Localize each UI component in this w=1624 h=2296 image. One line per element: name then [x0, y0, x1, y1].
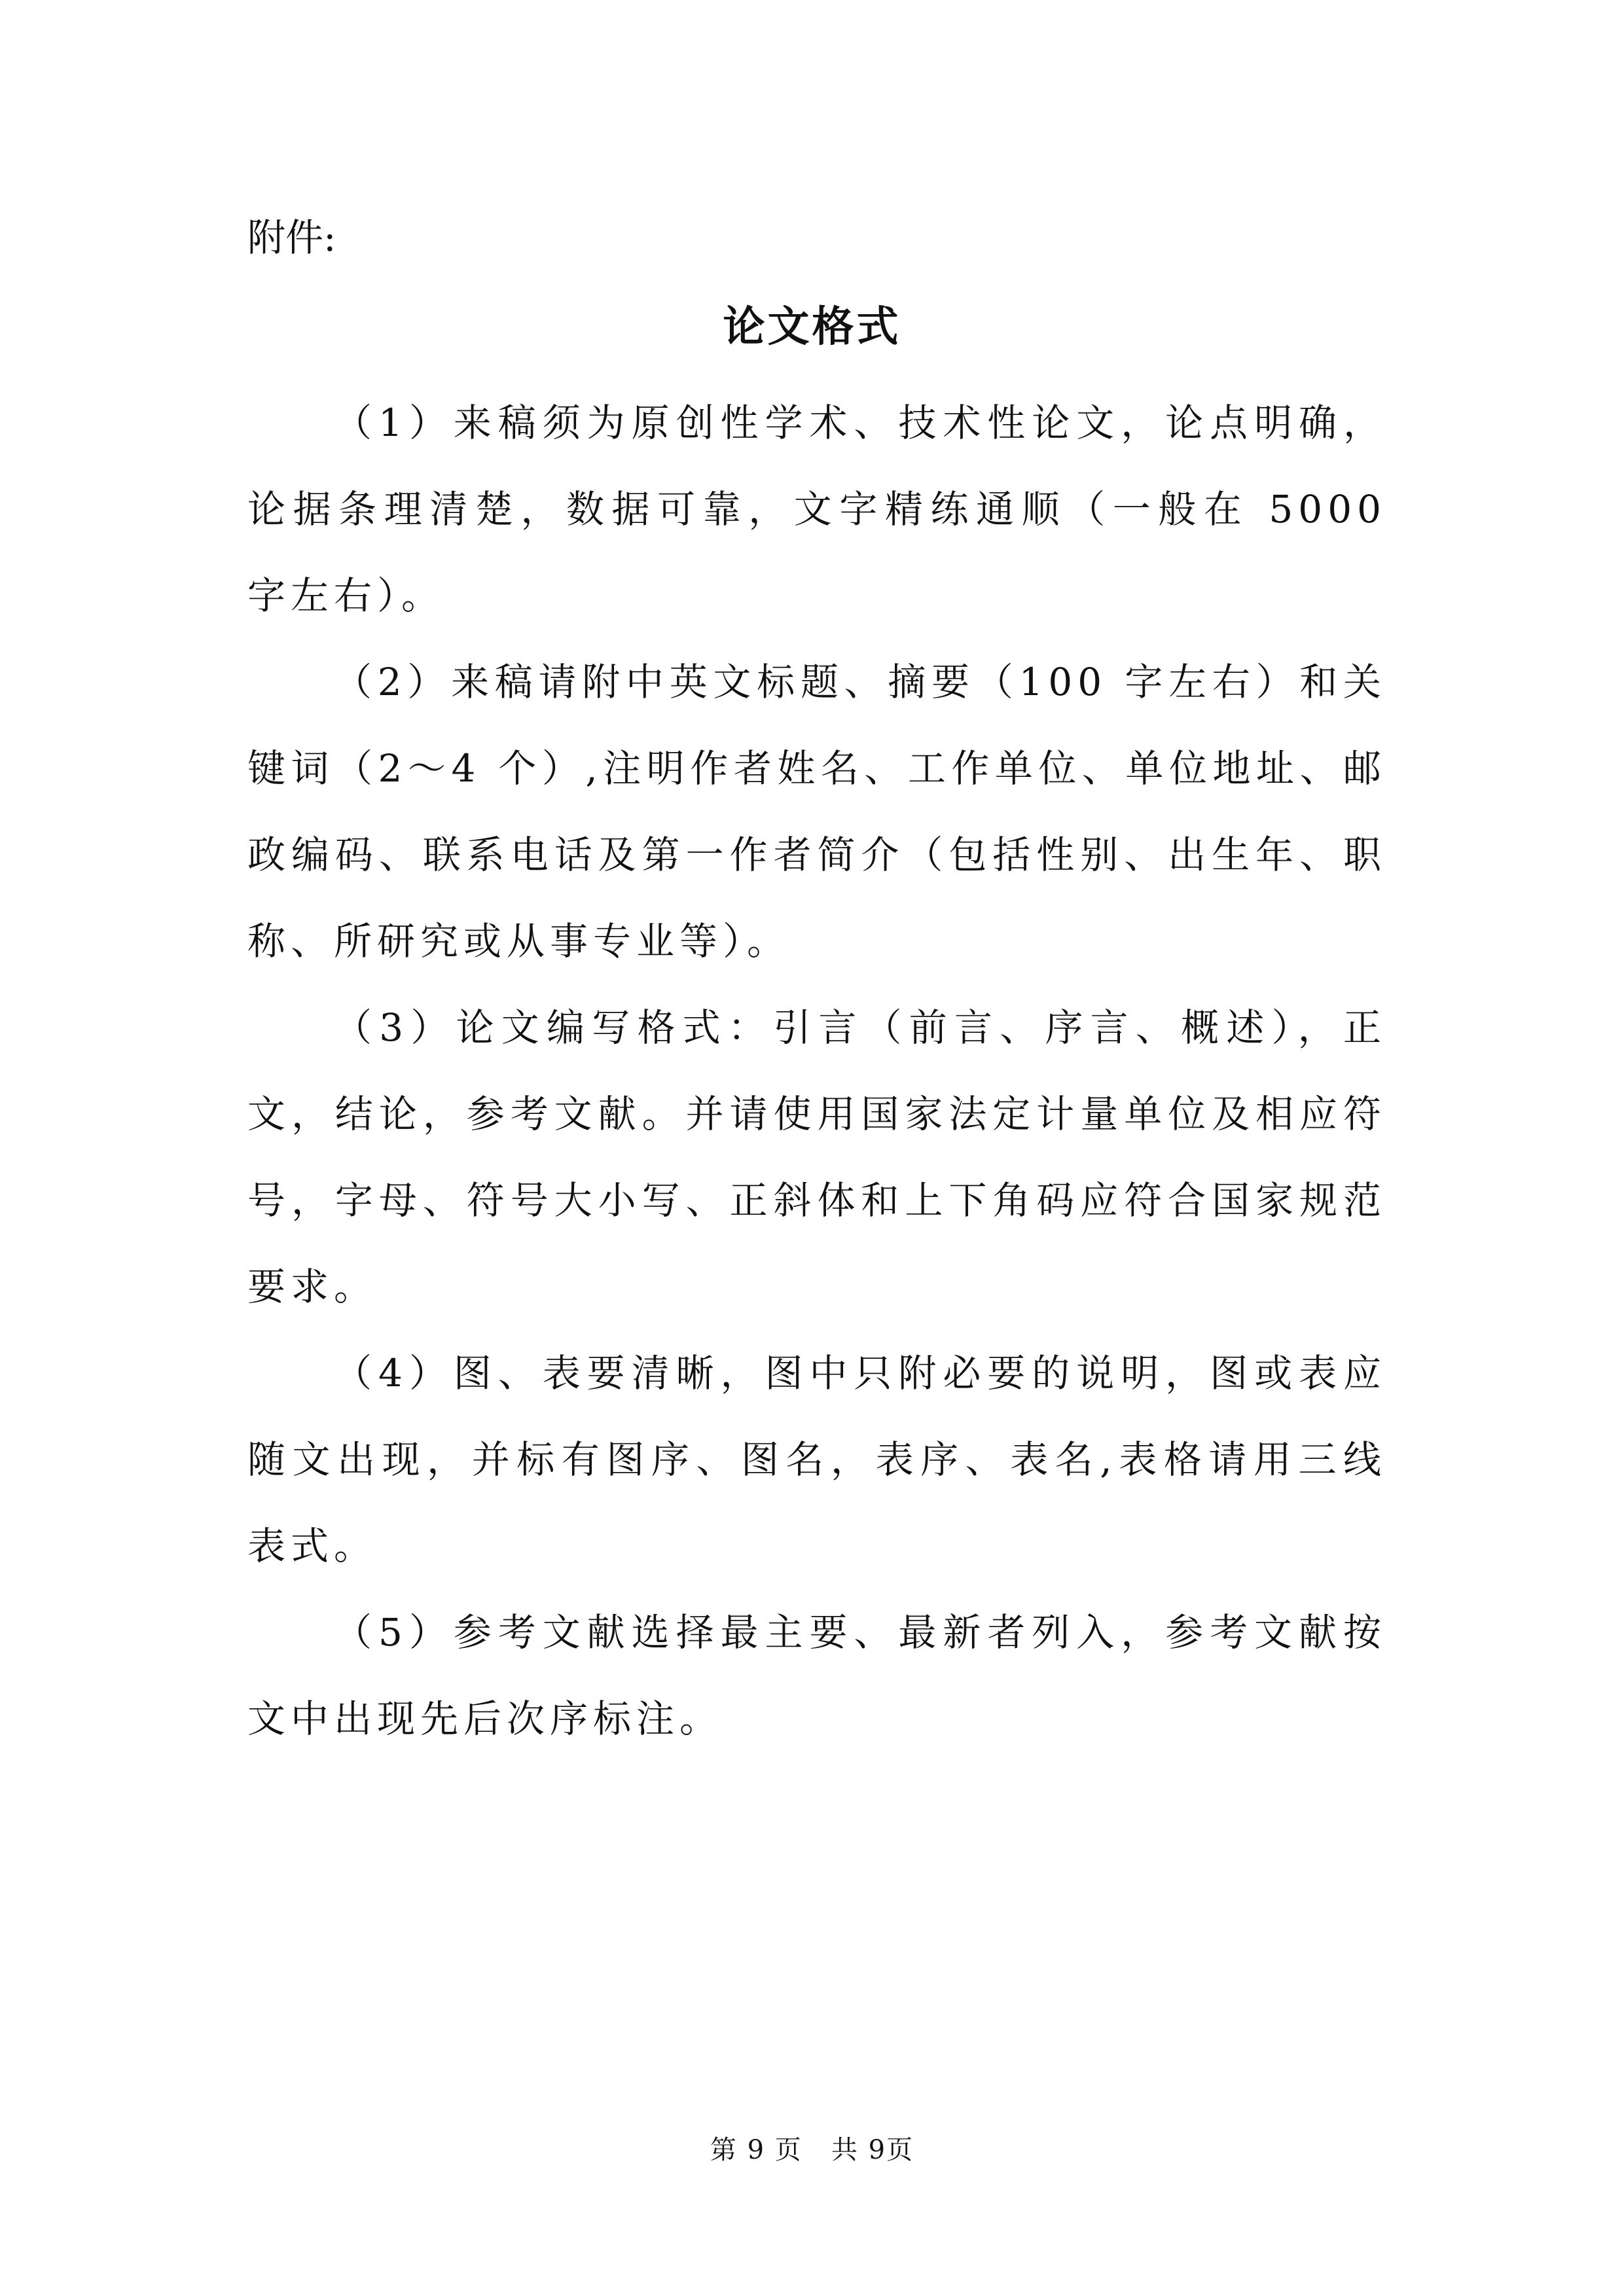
paragraph-5: （5）参考文献选择最主要、最新者列入，参考文献按文中出现先后次序标注。 [247, 1610, 1386, 1741]
paragraph-3: （3）论文编写格式：引言（前言、序言、概述），正文，结论，参考文献。并请使用国家法定计量单位及相应符号，字母、符号大小写、正斜体和上下角码应符合国家规范要求。 [247, 1005, 1386, 1309]
paragraph-4: （4）图、表要清晰，图中只附必要的说明，图或表应随文出现，并标有图序、图名，表序、表名,表格请用三线表式。 [247, 1351, 1386, 1568]
paragraph-2: （2）来稿请附中英文标题、摘要（100 字左右）和关键词（2～4 个）,注明作者姓名、工作单位、单位地址、邮政编码、联系电话及第一作者简介（包括性别、出生年、职称、所研究或从事专业等）。 [247, 660, 1386, 963]
attachment-label: 附件: [247, 215, 336, 260]
paragraph-1: （1）来稿须为原创性学术、技术性论文，论点明确，论据条理清楚，数据可靠，文字精练通顺（一般在 5000 字左右）。 [247, 401, 1386, 618]
page-title: 论文格式 [723, 303, 901, 351]
body-text [247, 380, 1386, 1762]
page-footer: 第 9 页 共 9页 [710, 2135, 914, 2165]
